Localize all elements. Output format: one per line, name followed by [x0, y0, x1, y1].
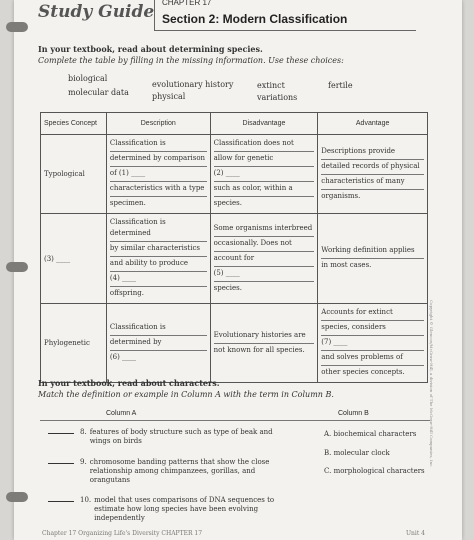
header-description: Description	[106, 113, 210, 135]
cell-line: Descriptions provide	[321, 145, 424, 160]
instruction-read-characters: In your textbook, read about characters.	[38, 378, 220, 388]
blank-5[interactable]: (5) ____	[214, 267, 315, 282]
choice-word: physical	[152, 92, 186, 101]
cell-line: Accounts for extinct	[321, 306, 424, 321]
description-cell	[106, 304, 210, 383]
question-8	[48, 428, 288, 446]
cell-line: Some organisms interbreed	[214, 222, 315, 237]
blank-6[interactable]: (6) ____	[109, 353, 137, 361]
answer-blank-9[interactable]	[48, 463, 74, 464]
cell-line: other species concepts.	[321, 368, 405, 376]
advantage-cell	[318, 135, 428, 214]
cell-line: Classification is	[110, 321, 207, 336]
column-b-heading: Column B	[338, 410, 369, 417]
header-advantage: Advantage	[318, 113, 428, 135]
cell-line: Classification is determined	[110, 216, 207, 242]
cell-line: offspring.	[109, 289, 144, 297]
cell-line: and ability to produce	[110, 257, 207, 272]
disadvantage-cell	[210, 214, 318, 304]
cell-line: detailed records of physical	[321, 160, 424, 175]
cell-line: and solves problems of	[321, 351, 424, 366]
column-a-heading: Column A	[106, 410, 137, 417]
cell-line: characteristics with a type	[110, 182, 207, 197]
option-text: biochemical characters	[333, 430, 417, 438]
question-number: 9.	[80, 458, 87, 466]
choice-word: variations	[257, 93, 298, 102]
cell-line: in most cases.	[321, 261, 372, 269]
instruction-read: In your textbook, read about determining species.	[38, 44, 263, 54]
cell-line: Classification does not	[214, 137, 315, 152]
column-rule	[40, 420, 430, 421]
question-9	[48, 458, 288, 485]
question-text: features of body structure such as type of beak and wings on birds	[89, 428, 273, 445]
species-concept-table	[40, 112, 428, 383]
option-a	[324, 430, 416, 438]
disadvantage-cell	[210, 135, 318, 214]
instruction-match: Match the definition or example in Column A with the term in Column B.	[38, 390, 334, 399]
blank-2[interactable]: (2) ____	[214, 167, 315, 182]
cell-line: allow for genetic	[214, 152, 315, 167]
worksheet-page	[14, 0, 462, 540]
answer-blank-8[interactable]	[48, 433, 74, 434]
question-10	[48, 496, 288, 523]
cell-line: species, considers	[321, 321, 424, 336]
section-title: Section 2: Modern Classification	[162, 12, 348, 26]
question-number: 10.	[80, 496, 92, 504]
choice-word: fertile	[328, 81, 353, 90]
option-letter: B.	[324, 449, 332, 457]
option-b	[324, 449, 390, 457]
question-text: chromosome banding patterns that show the close relationship among chimpanzees, gorillas, and orangutans	[89, 458, 270, 484]
question-text: model that uses comparisons of DNA sequences to estimate how long species have been evolving independently	[94, 496, 275, 522]
binder-hole	[6, 262, 28, 272]
header-disadvantage: Disadvantage	[210, 113, 318, 135]
option-text: molecular clock	[333, 449, 390, 457]
footer-left: Chapter 17 Organizing Life's Diversity CHAPTER 17	[42, 530, 203, 537]
study-guide-title: Study Guide	[38, 2, 155, 22]
option-c	[324, 467, 425, 475]
choice-word: extinct	[257, 81, 285, 90]
chapter-tag: CHAPTER 17	[162, 0, 212, 7]
advantage-cell	[318, 304, 428, 383]
cell-line: characteristics of many	[321, 175, 424, 190]
blank-1[interactable]: of (1) ____	[110, 167, 207, 182]
blank-7[interactable]: (7) ____	[321, 336, 424, 351]
blank-3[interactable]: (3) ____	[41, 214, 107, 304]
header-divider	[154, 0, 155, 30]
concept-typological: Typological	[41, 135, 107, 214]
blank-4[interactable]: (4) ____	[110, 272, 207, 287]
cell-line: determined by comparison	[110, 152, 207, 167]
cell-line: such as color, within a	[214, 182, 315, 197]
cell-line: species.	[213, 199, 242, 207]
binder-hole	[6, 22, 28, 32]
question-number: 8.	[80, 428, 87, 436]
description-cell	[106, 214, 210, 304]
option-letter: A.	[324, 430, 332, 438]
copyright-notice: Copyright © Glencoe/McGraw-Hill, a division of The McGraw-Hill Companies, Inc.	[429, 300, 434, 468]
option-letter: C.	[324, 467, 332, 475]
cell-line: organisms.	[321, 191, 361, 200]
cell-line: by similar characteristics	[110, 242, 207, 257]
cell-line: determined by	[110, 336, 207, 351]
instruction-complete: Complete the table by filling in the missing information. Use these choices:	[38, 56, 344, 65]
answer-blank-10[interactable]	[48, 501, 74, 502]
cell-line: specimen.	[109, 199, 146, 207]
footer-right: Unit 4	[406, 530, 425, 537]
choice-word: evolutionary history	[152, 80, 234, 89]
cell-line: account for	[214, 252, 315, 267]
header-species-concept: Species Concept	[41, 113, 107, 135]
binder-hole	[6, 492, 28, 502]
advantage-cell	[318, 214, 428, 304]
choice-word: molecular data	[68, 88, 129, 97]
cell-line: species.	[213, 283, 242, 292]
header-rule	[154, 30, 416, 31]
option-text: morphological characters	[333, 467, 425, 475]
description-cell	[106, 135, 210, 214]
cell-line: Working definition applies	[321, 244, 424, 259]
disadvantage-cell	[210, 304, 318, 383]
concept-phylogenetic: Phylogenetic	[41, 304, 107, 383]
cell-line: Evolutionary histories are	[214, 329, 315, 344]
cell-line: Classification is	[110, 137, 207, 152]
cell-line: occasionally. Does not	[214, 237, 315, 252]
cell-line: not known for all species.	[213, 345, 305, 354]
choice-word: biological	[68, 74, 108, 83]
